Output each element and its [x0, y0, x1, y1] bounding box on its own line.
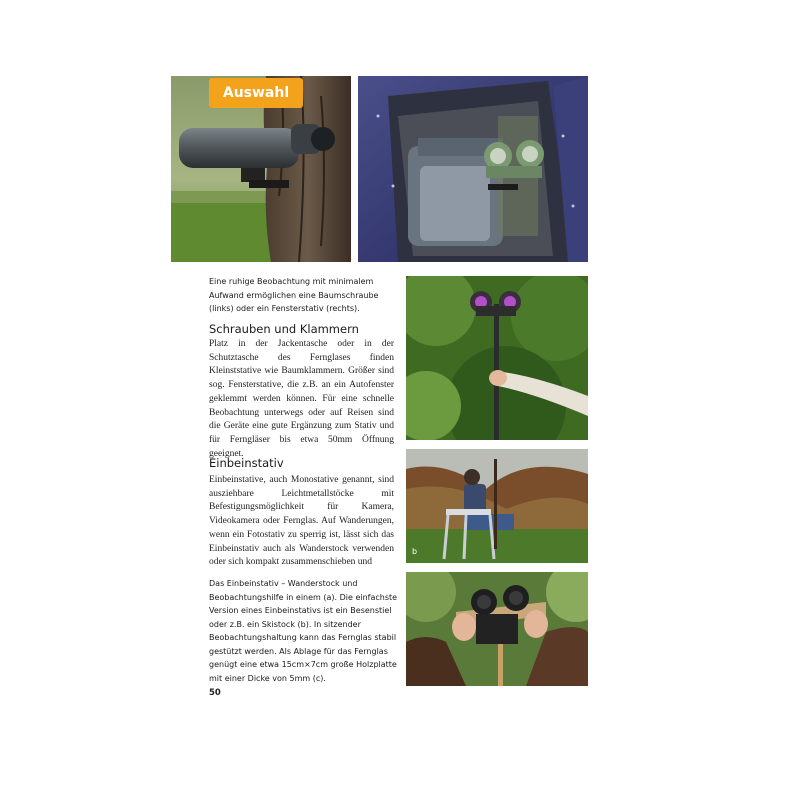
photo-seated-observer: [406, 449, 588, 563]
caption-top: Eine ruhige Beobachtung mit minimalem Aufwand ermöglichen eine Baumschraube (links) oder ein Fensterstativ (rechts).: [209, 277, 379, 313]
heading-schrauben-und-klammern: Schrauben und Klammern: [209, 322, 359, 336]
photo-seated-observer-image: [406, 449, 588, 563]
photo-monopod-image: [406, 276, 588, 440]
page-number: 50: [209, 688, 221, 698]
body-einbeinstativ: Einbeinstative, auch Monostative genannt, sind ausziehbare Leichtmetallstöcke mit Befestigungsmöglichkeit für Kamera, Videokamera oder Fernglas. Auf Wanderungen, wenn ein Fotostativ zu sperrig ist, lässt sich das Einbeinstativ auch als Wanderstock verwenden oder sich kompakt zusammenschieben und: [209, 475, 394, 568]
photo-car-window: [358, 76, 588, 262]
photo-tree-mount: [171, 76, 351, 262]
photo-binocular-plate: [406, 572, 588, 686]
photo-monopod: [406, 276, 588, 440]
body-schrauben-und-klammern: Platz in der Jackentasche oder in der Schutztasche des Fernglases finden Kleinststative wie Baumklammern. Größer sind sog. Fensterstative, die z.B. an ein Autofenster geklemmt werden können. Für eine schnelle Beobachtung unterwegs oder auf Reisen sind die Geräte eine gute Ergänzung zum Stativ und für Ferngläser bis etwa 50mm Öffnung geeignet.: [209, 339, 394, 459]
photo-car-window-image: [358, 76, 588, 262]
photo-binocular-plate-image: [406, 572, 588, 686]
caption-bottom: Das Einbeinstativ – Wanderstock und Beobachtungshilfe in einem (a). Die einfachste Version eines Einbeinstativs ist ein Besenstiel oder z.B. ein Skistock (b). In sitzender Beobachtungshaltung kann das Fernglas stabil gestützt werden. Als Ablage für das Fernglas genügt eine etwa 15cm×7cm große Holzplatte mit einer Dicke von 5mm (c).: [209, 579, 398, 683]
section-tag: Auswahl: [209, 78, 303, 108]
heading-einbeinstativ: Einbeinstativ: [209, 456, 284, 470]
photo-label-b: b: [412, 547, 418, 556]
